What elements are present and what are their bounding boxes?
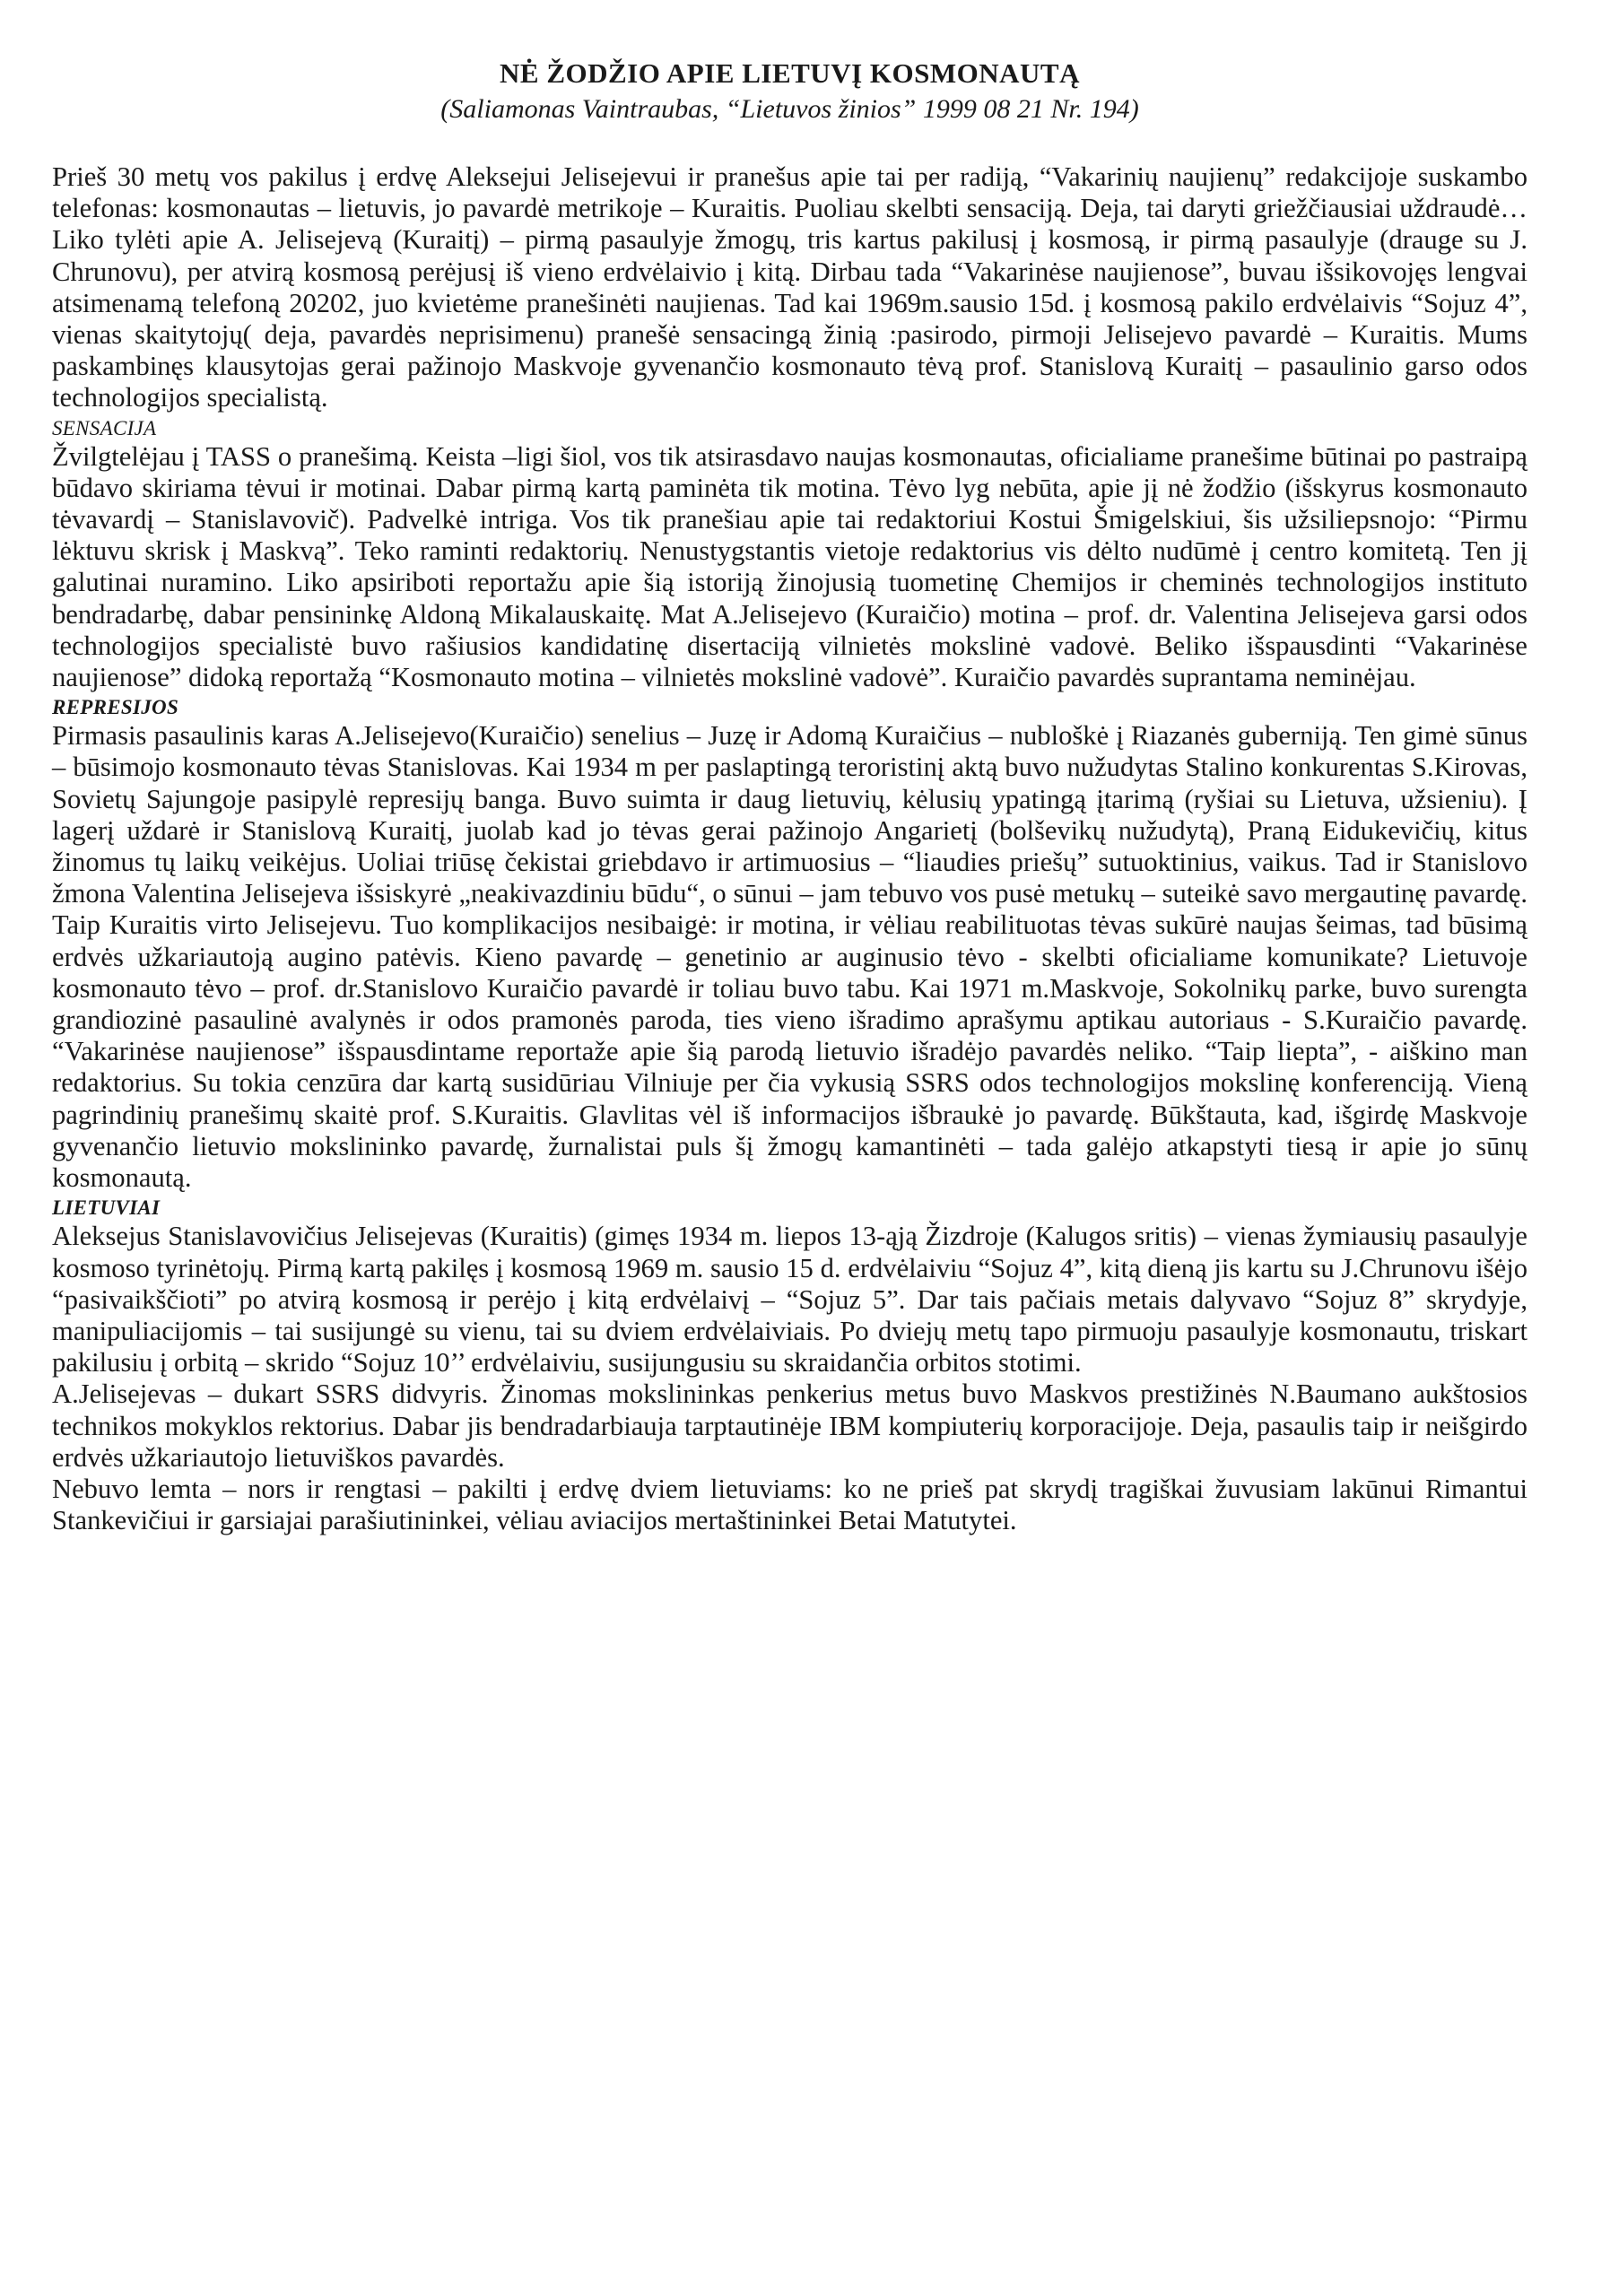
intro-paragraph: Prieš 30 metų vos pakilus į erdvę Aleksejui Jelisejevui ir pranešus apie tai per radiją, “Vakarinių naujienų” redakcijoje suskambo telefonas: kosmonautas – lietuvis, jo pavardė metrikoje – Kuraitis. Puoliau skelbti sensaciją. Deja, tai daryti griežčiausiai uždraudė… Liko tylėti apie A. Jelisejevą (Kuraitį) – pirmą pasaulyje žmogų, tris kartus pakilusį į kosmosą, ir pirmą pasaulyje (drauge su J. Chrunovu), per atvirą kosmosą perėjusį iš vieno erdvėlaivio į kitą. Dirbau tada “Vakarinėse naujienose”, buvau išsikovojęs lengvai atsimenamą telefoną 20202, juo kvietėme pranešinėti naujienas. Tad kai 1969m.sausio 15d. į kosmosą pakilo erdvėlaivis “Sojuz 4”, vienas skaitytojų( deja, pavardės neprisimenu) pranešė sensacingą žinią :pasirodo, pirmoji Jelisejevo pavardė – Kuraitis. Mums paskambinęs klausytojas gerai pažinojo Maskvoje gyvenančio kosmonauto tėvą prof. Stanislovą Kuraitį – pasaulinio garso odos technologijos specialistą. — [52, 161, 1527, 413]
section-heading-sensacija: SENSACIJA — [52, 416, 157, 439]
article-title: NĖ ŽODŽIO APIE LIETUVĮ KOSMONAUTĄ — [500, 57, 1080, 89]
section-heading-lietuviai: LIETUVIAI — [52, 1196, 161, 1220]
article-source: (Saliamonas Vaintraubas, “Lietuvos žinios” 1999 08 21 Nr. 194) — [440, 94, 1139, 124]
article-page — [52, 56, 1527, 1536]
represijos-paragraph: Pirmasis pasaulinis karas A.Jelisejevo(Kuraičio) senelius – Juzę ir Adomą Kuraičius – nubloškė į Riazanės guberniją. Ten gimė sūnus – būsimojo kosmonauto tėvas Stanislovas. Kai 1934 m per paslaptingą teroristinį aktą buvo nužudytas Stalino konkurentas S.Kirovas, Sovietų Sajungoje pasipylė represijų banga. Buvo suimta ir daug lietuvių, kėlusių ypatingą įtarimą (ryšiai su Lietuva, užsieniu). Į lagerį uždarė ir Stanislovą Kuraitį, juolab kad jo tėvas gerai pažinojo Angarietį (bolševikų nužudytą), Praną Eidukevičių, kitus žinomus tų laikų veikėjus. Uoliai triūsę čekistai griebdavo ir artimuosius – “liaudies priešų” sutuoktinius, vaikus. Tad ir Stanislovo žmona Valentina Jelisejeva išsiskyrė „neakivazdiniu būdu“, o sūnui – jam tebuvo vos pusė metukų – suteikė savo mergautinę pavardę. Taip Kuraitis virto Jelisejevu. Tuo komplikacijos nesibaigė: ir motina, ir vėliau reabilituotas tėvas sukūrė naujas šeimas, tad būsimą erdvės užkariautoją augino patėvis. Kieno pavardę – genetinio ar auginusio tėvo - skelbti oficialiame komunikate? Lietuvoje kosmonauto tėvo – prof. dr.Stanislovo Kuraičio pavardė ir toliau buvo tabu. Kai 1971 m.Maskvoje, Sokolnikų parke, buvo surengta grandiozinė pasaulinė avalynės ir odos pramonės paroda, ties vieno išradimo aprašymu aptikau autoriaus - S.Kuraičio pavardę. “Vakarinėse naujienose” išspausdintame reportaže apie šią parodą lietuvio išradėjo pavardės neliko. “Taip liepta”, - aiškino man redaktorius. Su tokia cenzūra dar kartą susidūriau Vilniuje per čia vykusią SSRS odos technologijos mokslinę konferenciją. Vieną pagrindinių pranešimų skaitė prof. S.Kuraitis. Glavlitas vėl iš informacijos išbraukė jo pavardę. Būkštauta, kad, išgirdę Maskvoje gyvenančio lietuvio mokslininko pavardę, žurnalistai puls šį žmogų kamantinėti – tada galėjo atkapstyti tiesą ir apie jo sūnų kosmonautą. — [52, 720, 1527, 1194]
lietuviai-paragraph-3: Nebuvo lemta – nors ir rengtasi – pakilti į erdvę dviem lietuviams: ko ne prieš pat skrydį tragiškai žuvusiam lakūnui Rimantui Stankevičiui ir garsiajai parašiutininkei, vėliau aviacijos mertaštininkei Betai Matutytei. — [52, 1473, 1527, 1536]
lietuviai-paragraph-1: Aleksejus Stanislavovičius Jelisejevas (Kuraitis) (gimęs 1934 m. liepos 13-ąją Žizdroje (Kalugos sritis) – vienas žymiausių pasaulyje kosmoso tyrinėtojų. Pirmą kartą pakilęs į kosmosą 1969 m. sausio 15 d. erdvėlaiviu “Sojuz 4”, kitą dieną jis kartu su J.Chrunovu išėjo “pasivaikščioti” po atvirą kosmosą ir perėjo į kitą erdvėlaivį – “Sojuz 5”. Dar tais pačiais metais dalyvavo “Sojuz 8” skrydyje, manipuliacijomis – tai susijungė su vienu, tai su dviem erdvėlaiviais. Po dviejų metų tapo pirmuoju pasaulyje kosmonautu, triskart pakilusiu į orbitą – skrido “Sojuz 10’’ erdvėlaiviu, susijungusiu su skraidančia orbitos stotimi. — [52, 1221, 1527, 1378]
section-heading-represijos: REPRESIJOS — [52, 696, 179, 719]
lietuviai-paragraph-2: A.Jelisejevas – dukart SSRS didvyris. Žinomas mokslininkas penkerius metus buvo Maskvos prestižinės N.Baumano aukštosios technikos mokyklos rektorius. Dabar jis bendradarbiauja tarptautinėje IBM kompiuterių korporacijoje. Deja, pasaulis taip ir neišgirdo erdvės užkariautojo lietuviškos pavardės. — [52, 1378, 1527, 1473]
sensacija-paragraph: Žvilgtelėjau į TASS o pranešimą. Keista –ligi šiol, vos tik atsirasdavo naujas kosmonautas, oficialiame pranešime būtinai po pastraipą būdavo skiriama tėvui ir motinai. Dabar pirmą kartą paminėta tik motina. Tėvo lyg nebūta, apie jį nė žodžio (išskyrus kosmonauto tėvavardį – Stanislavovič). Padvelkė intriga. Vos tik pranešiau apie tai redaktoriui Kostui Šmigelskiui, šis užsiliepsnojo: “Pirmu lėktuvu skrisk į Maskvą”. Teko raminti redaktorių. Nenustygstantis vietoje redaktorius vis dėlto nudūmė į centro komitetą. Ten jį galutinai nuramino. Liko apsiriboti reportažu apie šią istoriją žinojusią tuometinę Chemijos ir cheminės technologijos instituto bendradarbę, dabar pensininkę Aldoną Mikalauskaitę. Mat A.Jelisejevo (Kuraičio) motina – prof. dr. Valentina Jelisejeva garsi odos technologijos specialistė buvo rašiusios kandidatinę disertaciją vilnietės mokslinė vadovė. Beliko išspausdinti “Vakarinėse naujienose” didoką reportažą “Kosmonauto motina – vilnietės mokslinė vadovė”. Kuraičio pavardės suprantama neminėjau. — [52, 440, 1527, 693]
